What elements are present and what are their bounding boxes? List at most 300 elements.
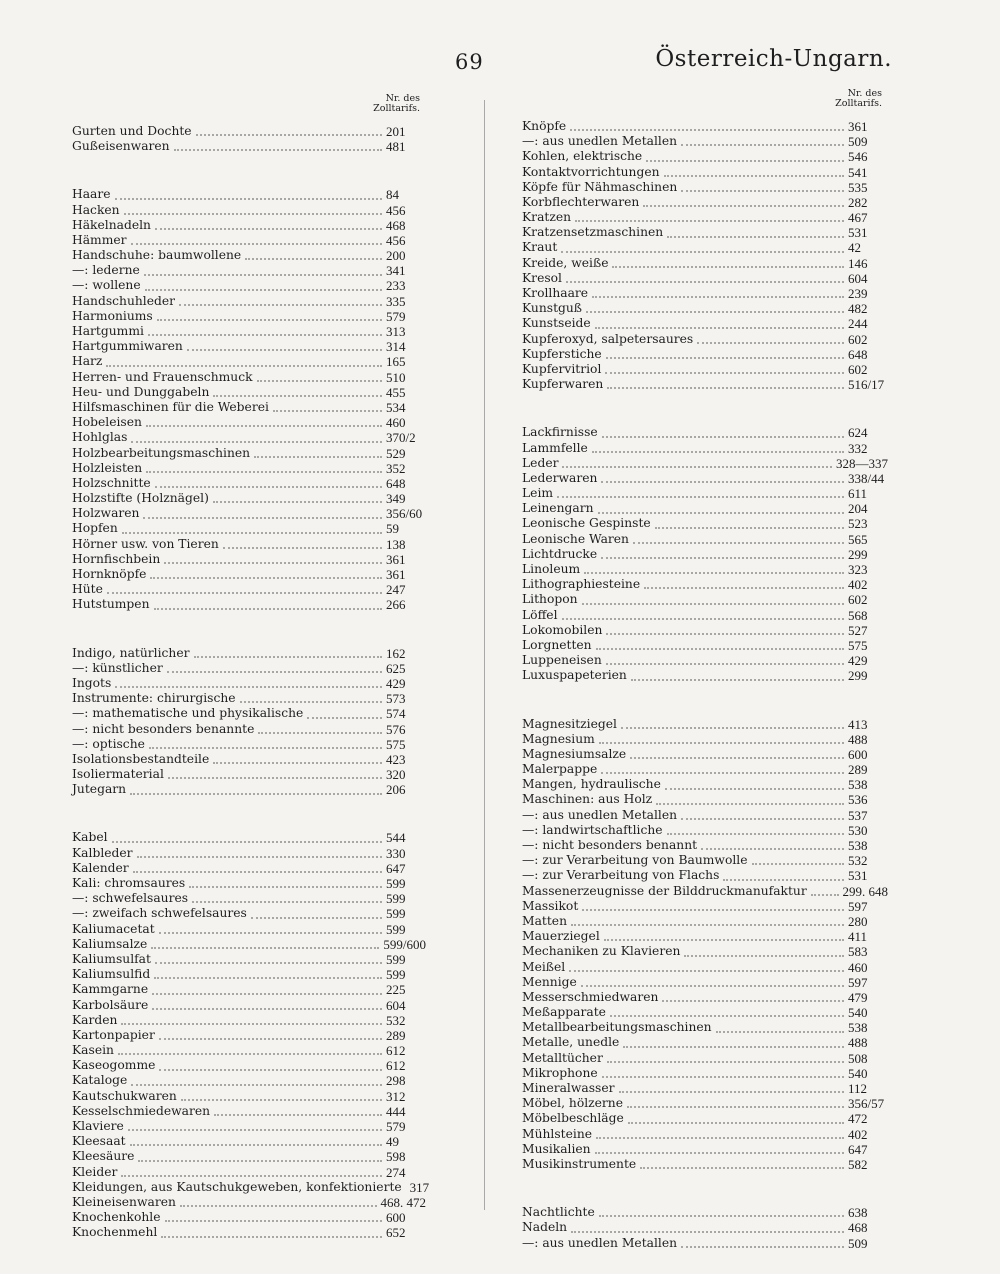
entry-tariff-number: 299. 648 [842,883,888,899]
dot-leader [137,848,382,858]
entry-tariff-number: 328—337 [836,455,888,471]
entry-term: Hopfen [72,521,118,536]
dot-leader [667,228,844,238]
index-entry [72,752,426,767]
entry-term: Hartgummiwaren [72,339,183,354]
entry-term: Klaviere [72,1119,124,1134]
entry-tariff-number: 201 [386,123,406,139]
index-entry [522,256,888,271]
index-entry [72,385,426,400]
index-entry [72,1089,426,1104]
entry-tariff-number: 535 [848,179,868,195]
entry-tariff-number: 599/600 [383,936,426,952]
dot-leader [630,749,844,759]
index-entry [522,717,888,732]
dot-leader [665,780,844,790]
dot-leader [681,810,844,820]
entry-term: Kratzen [522,210,572,225]
entry-term: Kunstseide [522,316,591,331]
entry-term: Mauerziegel [522,929,600,944]
dot-leader [570,121,844,131]
dot-leader [655,519,844,529]
index-entry [72,1134,426,1149]
dot-leader [602,428,844,438]
entry-term: Isolationsbestandteile [72,751,210,766]
entry-tariff-number: 413 [848,716,868,732]
index-entry [522,747,888,762]
index-entry [522,301,888,316]
dot-leader [143,509,382,519]
dot-leader [131,1076,382,1086]
index-entry [72,415,426,430]
entry-term: Kasein [72,1043,114,1058]
entry-tariff-number: 429 [848,653,868,669]
entry-term: Kaseogomme [72,1058,156,1073]
index-entry [522,990,888,1005]
entry-tariff-number: 299 [848,546,868,562]
index-entry [522,653,888,668]
entry-tariff-number: 527 [848,622,868,638]
entry-term: Lithopon [522,592,578,607]
index-entry [522,960,888,975]
entry-tariff-number: 488 [848,1035,868,1051]
entry-tariff-number: 225 [386,982,406,998]
entry-term: Maschinen: aus Holz [522,792,653,807]
index-entry [72,506,426,521]
index-entry [522,1036,888,1051]
dot-leader [151,939,379,949]
dot-leader [194,648,383,658]
index-entry [72,354,426,369]
entry-tariff-number: 356/57 [848,1096,885,1112]
entry-tariff-number: 583 [848,944,868,960]
entry-term: Gußeisenwaren [72,139,170,154]
index-entry [72,218,426,233]
entry-tariff-number: 314 [386,339,406,355]
index-entry [522,929,888,944]
entry-tariff-number: 541 [848,164,868,180]
index-entry [72,339,426,354]
entry-term: Kupferstiche [522,346,602,361]
dot-leader [146,417,382,427]
entry-tariff-number: 352 [386,460,406,476]
entry-term: —: schwefelsaures [72,891,189,906]
dot-leader [606,349,844,359]
entry-term: Hutstumpen [72,597,150,612]
entry-tariff-number: 323 [848,562,868,578]
left-column-header [72,94,426,124]
dot-leader [582,901,844,911]
index-entry [522,1020,888,1035]
dot-leader [595,319,844,329]
dot-leader [601,473,844,483]
entry-tariff-number: 538 [848,1020,868,1036]
entry-term: Ingots [72,675,112,690]
dot-leader [575,212,844,222]
dot-leader [681,136,844,146]
index-entry [522,1051,888,1066]
entry-tariff-number: 330 [386,845,406,861]
entry-term: Hämmer [72,232,127,247]
index-entry [522,623,888,638]
index-entry [522,471,888,486]
index-entry [72,187,426,202]
entry-tariff-number: 534 [386,399,406,415]
page-number: 69 [455,50,484,74]
dot-leader [562,458,832,468]
entry-term: Massenerzeugnisse der Bilddruckmanufaktur [522,883,807,898]
entry-tariff-number: 444 [386,1103,406,1119]
dot-leader [168,769,382,779]
index-entry [522,286,888,301]
entry-tariff-number: 429 [386,675,406,691]
entry-term: Leder [522,455,559,470]
entry-term: Möbelbeschläge [522,1111,624,1126]
entry-tariff-number: 402 [848,1126,868,1142]
entry-term: —: nicht besonders benannt [522,838,698,853]
dot-leader [115,678,382,688]
entry-term: Matten [522,913,568,928]
entry-term: Linoleum [522,562,581,577]
dot-leader [610,1007,844,1017]
entry-term: Hobeleisen [72,415,142,430]
entry-term: Lederwaren [522,470,598,485]
dot-leader [307,709,382,719]
entry-term: Köpfe für Nähmaschinen [522,179,678,194]
index-entry [72,400,426,415]
entry-tariff-number: 509 [848,134,868,150]
entry-tariff-number: 162 [386,645,406,661]
dot-leader [165,1212,383,1222]
index-entry [522,1236,888,1251]
index-entry [522,793,888,808]
entry-tariff-number: 638 [848,1205,868,1221]
entry-term: —: wollene [72,278,141,293]
dot-leader [571,916,844,926]
index-entry [522,823,888,838]
dot-leader [213,493,382,503]
index-entry [72,461,426,476]
dot-leader [656,795,844,805]
entry-term: Hornfischbein [72,551,161,566]
entry-term: Kautschukwaren [72,1088,177,1103]
dot-leader [196,126,382,136]
dot-leader [595,1144,844,1154]
entry-tariff-number: 200 [386,248,406,264]
entry-term: Indigo, natürlicher [72,645,190,660]
index-entry [72,1179,430,1195]
entry-term: Hilfsmaschinen für die Weberei [72,399,269,414]
dot-leader [623,1038,844,1048]
entry-term: Krollhaare [522,286,589,301]
entry-tariff-number: 538 [848,838,868,854]
entry-term: Gurten und Dochte [72,123,192,138]
index-entry [72,1058,426,1073]
dot-leader [586,303,844,313]
entry-term: Mennige [522,974,577,989]
dot-leader [124,205,382,215]
entry-tariff-number: 509 [848,1235,868,1251]
entry-term: Mineralwasser [522,1081,615,1096]
entry-tariff-number: 312 [386,1088,406,1104]
dot-leader [592,288,844,298]
entry-term: Leinengarn [522,501,594,516]
entry-tariff-number: 146 [848,255,868,271]
index-entry [522,944,888,959]
index-entry [72,782,426,797]
entry-tariff-number: 599 [386,906,406,922]
dot-leader [619,1083,845,1093]
entry-term: Holzschnitte [72,475,151,490]
entry-tariff-number: 575 [386,736,406,752]
entry-term: Kataloge [72,1073,128,1088]
dot-leader [150,569,382,579]
entry-term: Kaliumsulfid [72,967,151,982]
entry-term: Malerpappe [522,762,598,777]
entry-tariff-number: 402 [848,577,868,593]
column-divider [484,100,485,1210]
entry-tariff-number: 317 [409,1179,430,1195]
entry-term: Leim [522,486,554,501]
index-entry [522,501,888,516]
entry-term: —: zweifach schwefelsaures [72,906,247,921]
group-separator [72,154,426,187]
entry-tariff-number: 335 [386,293,406,309]
entry-tariff-number: 602 [848,331,868,347]
entry-tariff-number: 370/2 [386,430,416,446]
entry-tariff-number: 460 [386,415,406,431]
dot-leader [601,549,844,559]
index-entry [72,1043,426,1058]
entry-tariff-number: 597 [848,974,868,990]
index-entry [522,838,888,853]
dot-leader [161,1228,382,1238]
entry-term: Kabel [72,830,108,845]
entry-term: Holzbearbeitungsmaschinen [72,445,251,460]
entry-tariff-number: 648 [386,475,406,491]
dot-leader [122,524,382,534]
dot-leader [643,197,844,207]
entry-tariff-number: 460 [848,959,868,975]
index-entry [72,1074,426,1089]
entry-tariff-number: 599 [386,921,406,937]
index-entry [72,248,426,263]
dot-leader [128,1121,382,1131]
group-separator [72,613,426,646]
index-entry [72,294,426,309]
entry-term: Magnesitziegel [522,716,617,731]
col-header-line-2: Zolltarifs. [835,98,882,109]
entry-tariff-number: 624 [848,425,868,441]
entry-tariff-number: 233 [386,278,406,294]
entry-term: Löffel [522,607,558,622]
entry-term: Kleesaat [72,1134,126,1149]
dot-leader [213,387,382,397]
index-entry [522,532,888,547]
dot-leader [145,281,382,291]
entry-term: Magnesium [522,731,595,746]
dot-leader [592,443,844,453]
entry-tariff-number: 540 [848,1065,868,1081]
entry-tariff-number: 456 [386,232,406,248]
index-entry [72,876,426,891]
index-entry [522,441,888,456]
entry-tariff-number: 510 [386,369,406,385]
dot-leader [167,663,382,673]
entry-tariff-number: 274 [386,1164,406,1180]
entry-tariff-number: 138 [386,536,406,552]
entry-tariff-number: 536 [848,792,868,808]
dot-leader [257,372,382,382]
entry-term: Leonische Gespinste [522,516,651,531]
index-entry [522,762,888,777]
dot-leader [569,962,844,972]
entry-tariff-number: 531 [848,225,868,241]
index-entry [72,1013,426,1028]
dot-leader [644,579,844,589]
entry-term: Kleesäure [72,1149,135,1164]
index-entry [72,233,426,248]
index-entry [522,1220,888,1235]
dot-leader [187,341,382,351]
index-entry [72,124,426,139]
dot-leader [561,243,844,253]
entry-term: Knochenmehl [72,1225,158,1240]
entry-tariff-number: 338/44 [848,470,885,486]
left-column [72,93,430,1241]
index-entry [72,139,426,154]
entry-tariff-number: 42 [848,240,861,256]
dot-leader [133,863,382,873]
index-entry [72,982,426,997]
entry-tariff-number: 565 [848,531,868,547]
entry-term: Mechaniken zu Klavieren [522,944,681,959]
index-entry [522,241,888,256]
entry-tariff-number: 599 [386,876,406,892]
dot-leader [181,1091,382,1101]
entry-tariff-number: 244 [848,316,868,332]
entry-tariff-number: 544 [386,830,406,846]
index-entry [72,597,426,612]
index-entry [522,668,888,683]
index-entry [522,486,888,501]
index-entry [522,1142,888,1157]
entry-term: Handschuhleder [72,293,176,308]
entry-tariff-number: 575 [848,637,868,653]
dot-leader [130,785,382,795]
entry-term: Hörner usw. von Tieren [72,536,219,551]
dot-leader [628,1114,844,1124]
dot-leader [149,739,382,749]
dot-leader [640,1159,844,1169]
dot-leader [148,326,382,336]
entry-term: Kunstguß [522,301,583,316]
dot-leader [152,985,382,995]
index-entry [522,608,888,623]
index-entry [522,777,888,792]
entry-term: Handschuhe: baumwollene [72,248,242,263]
dot-leader [174,141,382,151]
dot-leader [112,833,382,843]
entry-term: —: mathematische und physikalische [72,706,304,721]
index-entry [522,180,888,195]
dot-leader [557,488,844,498]
entry-tariff-number: 341 [386,263,406,279]
dot-leader [631,671,844,681]
index-entry [522,425,888,440]
dot-leader [596,640,844,650]
entry-tariff-number: 423 [386,751,406,767]
entry-tariff-number: 313 [386,324,406,340]
entry-tariff-number: 206 [386,782,406,798]
index-entry [72,706,426,721]
index-entry [522,316,888,331]
entry-tariff-number: 598 [386,1149,406,1165]
entry-tariff-number: 239 [848,286,868,302]
entry-term: Hüte [72,582,103,597]
entry-tariff-number: 576 [386,721,406,737]
index-entry [522,332,888,347]
index-entry [72,203,426,218]
entry-term: Massikot [522,898,579,913]
dot-leader [604,931,844,941]
entry-term: Kleider [72,1164,118,1179]
index-entry [72,537,426,552]
entry-term: —: aus unedlen Metallen [522,1235,678,1250]
entry-term: Kalender [72,860,129,875]
entry-tariff-number: 472 [848,1111,868,1127]
entry-tariff-number: 361 [386,567,406,583]
entry-term: Kartonpapier [72,1027,155,1042]
index-entry [522,577,888,592]
entry-list [72,123,430,1241]
dot-leader [562,610,844,620]
entry-term: Mangen, hydraulische [522,777,661,792]
entry-term: Kaliumacetat [72,921,155,936]
dot-leader [662,992,844,1002]
entry-tariff-number: 289 [848,762,868,778]
dot-leader [599,734,844,744]
entry-term: —: nicht besonders benannte [72,721,255,736]
entry-tariff-number: 468 [848,1220,868,1236]
dot-leader [612,258,844,268]
entry-tariff-number: 488 [848,731,868,747]
dot-leader [152,1000,382,1010]
entry-term: Lorgnetten [522,637,592,652]
entry-tariff-number: 411 [848,929,868,945]
index-entry [72,446,426,461]
dot-leader [681,1238,844,1248]
entry-term: Kammgarne [72,982,149,997]
index-entry [522,377,888,392]
entry-term: Mikrophone [522,1065,598,1080]
entry-term: Meßapparate [522,1005,606,1020]
index-entry [72,906,426,921]
entry-term: —: optische [72,736,145,751]
entry-term: Harz [72,354,103,369]
index-entry [72,491,426,506]
right-column [522,89,888,1251]
entry-tariff-number: 625 [386,660,406,676]
dot-leader [223,539,382,549]
dot-leader [159,1061,382,1071]
dot-leader [155,954,382,964]
index-entry [72,937,426,952]
entry-tariff-number: 482 [848,301,868,317]
index-entry [522,868,888,883]
dot-leader [214,1106,382,1116]
index-entry [72,998,426,1013]
